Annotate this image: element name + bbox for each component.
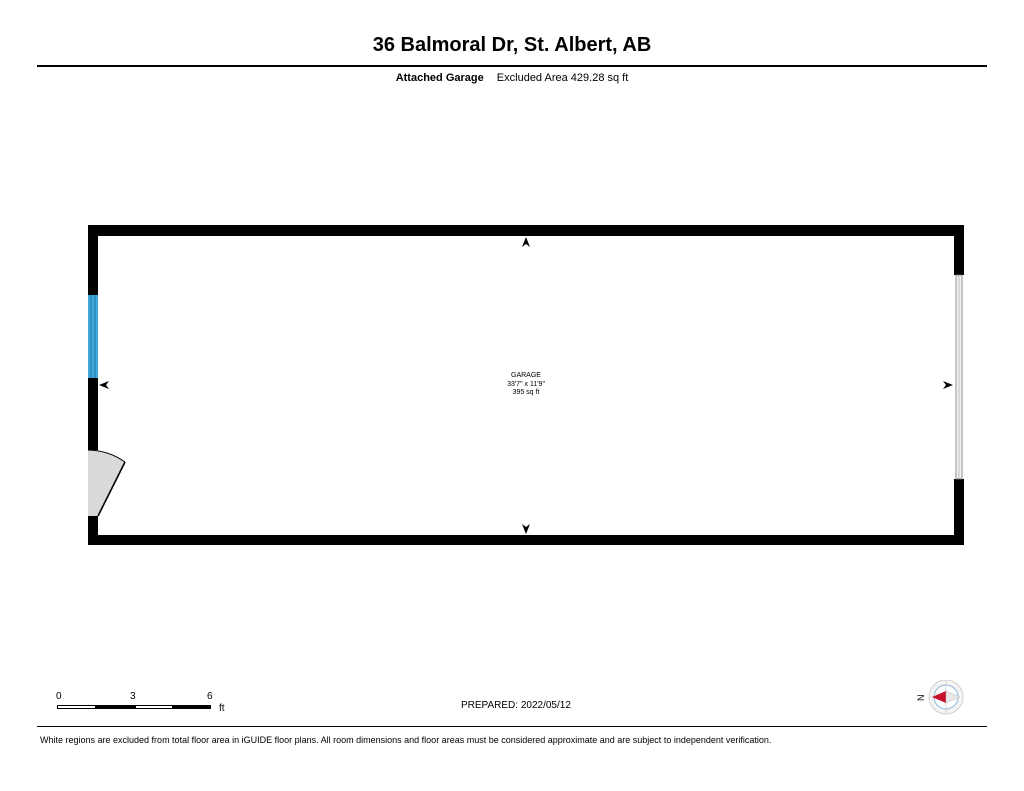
entry-door (88, 450, 125, 516)
room-area: 395 sq ft (512, 389, 540, 396)
wall-left-upper (88, 225, 98, 295)
scale-tick-label: 0 (56, 691, 62, 702)
wall-right-lower (954, 479, 964, 545)
disclaimer: White regions are excluded from total floor area in iGUIDE floor plans. All room dimensions and floor areas must be considered approximate and are subject to independent verification. (40, 735, 772, 745)
window (88, 295, 98, 378)
compass-letter: N (916, 694, 926, 701)
room-dimensions: 33'7" x 11'9" (507, 380, 545, 388)
north-compass-icon (914, 680, 970, 720)
scale-bar (56, 691, 236, 716)
scale-segment (135, 705, 173, 709)
wall-right-upper (954, 225, 964, 275)
footer-divider (37, 726, 987, 727)
wall-left-middle (88, 378, 98, 450)
scale-segment (96, 705, 135, 709)
room-name: GARAGE (511, 372, 541, 379)
wall-bottom (88, 535, 964, 545)
dimension-arrow-right (943, 381, 953, 389)
wall-top (88, 225, 964, 236)
dimension-arrow-bottom (522, 524, 530, 534)
floor-name: Attached Garage (395, 72, 484, 84)
page-title: 36 Balmoral Dr, St. Albert, AB (372, 34, 652, 56)
wall-left-lower (88, 516, 98, 545)
dimension-arrow-top (522, 237, 530, 247)
dimension-arrow-left (99, 381, 109, 389)
prepared-date: PREPARED: 2022/05/12 (461, 700, 571, 711)
scale-segment (173, 705, 211, 709)
scale-segment (57, 705, 96, 709)
scale-tick-label: 6 (207, 691, 213, 702)
excluded-area: Excluded Area 429.28 sq ft (496, 72, 629, 84)
scale-tick-label: 3 (130, 691, 136, 702)
room-label (476, 372, 576, 398)
scale-unit: ft (219, 703, 225, 714)
garage-door (956, 275, 962, 479)
